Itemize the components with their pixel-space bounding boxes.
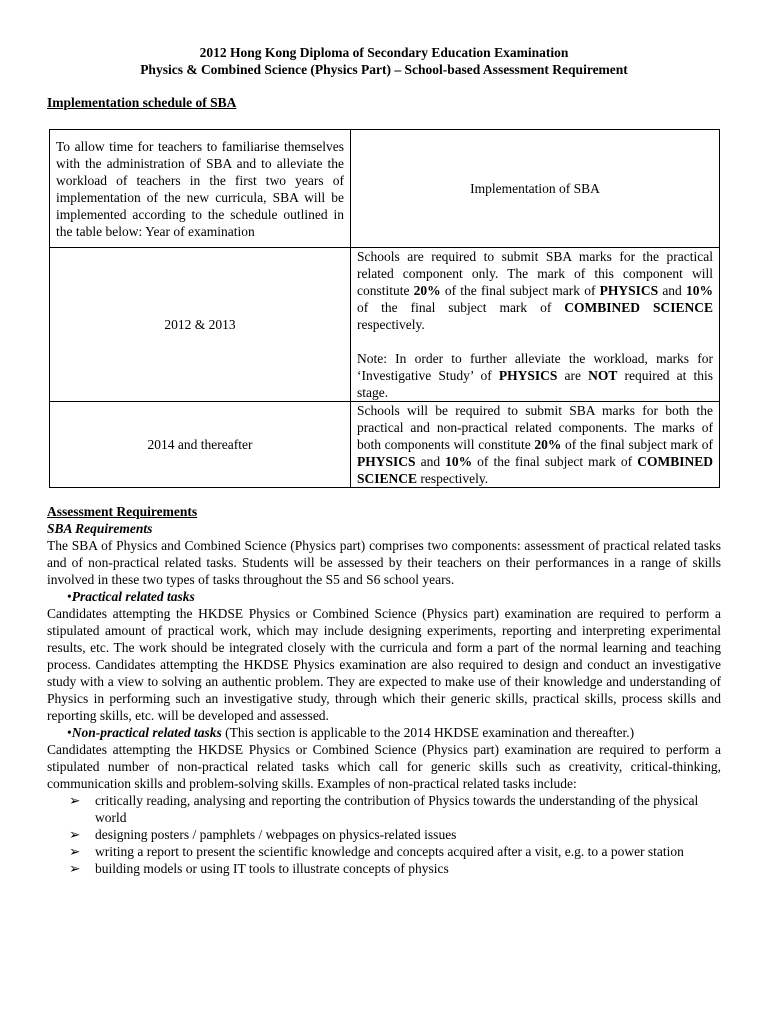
nonpractical-paragraph: Candidates attempting the HKDSE Physics or Combined Science (Physics part) examination are required to perform a stipulated number of non-practical related tasks which call for generic skills such as creativity, critical-thinking, communication skills and problem-solving skills. Examples of non-practical related tasks include: <box>47 742 721 791</box>
bullet-icon: • <box>67 725 72 740</box>
requirement-cell <box>351 402 720 488</box>
sba-paragraph: The SBA of Physics and Combined Science (Physics part) comprises two components: assessment of practical related tasks and of non-practical related tasks. Students will be assessed by their teachers on their performances in a range of skills involved in these two types of tasks throughout the S5 and S6 school years. <box>47 538 721 587</box>
year-label: 2014 and thereafter <box>147 437 253 452</box>
implementation-heading: Implementation schedule of SBA <box>47 95 237 110</box>
table-row <box>50 130 720 248</box>
year-cell <box>50 248 351 402</box>
nonpractical-note: (This section is applicable to the 2014 HKDSE examination and thereafter.) <box>221 725 635 740</box>
nonpractical-bullet <box>47 724 721 741</box>
examples-list <box>47 792 721 877</box>
year-cell <box>50 402 351 488</box>
table-row <box>50 248 720 402</box>
table-header-cell <box>351 130 720 248</box>
requirement-text: Schools will be required to submit SBA marks for both the practical and non-practical related components. The marks of both components will constitute 20% of the final subject mark of PHYSICS and 10% of the final subject mark of COMBINED SCIENCE respectively. <box>357 403 713 486</box>
practical-label: Practical related tasks <box>71 589 195 604</box>
document-title: 2012 Hong Kong Diploma of Secondary Education Examination <box>199 45 569 60</box>
list-item: ➢ designing posters / pamphlets / webpages on physics-related issues <box>69 827 457 842</box>
nonpractical-label: Non-practical related tasks <box>71 725 222 740</box>
list-item: ➢ critically reading, analysing and reporting the contribution of Physics towards the understanding of the physical world <box>69 793 699 825</box>
table-row <box>50 402 720 488</box>
arrow-icon: ➢ <box>69 861 81 876</box>
practical-paragraph: Candidates attempting the HKDSE Physics or Combined Science (Physics part) examination are required to perform a stipulated amount of practical work, which may include designing experiments, reporting and interpreting experimental results, etc. The work should be integrated closely with the curricula and form a part of the normal learning and teaching process. Candidates attempting the HKDSE Physics examination are also required to design and conduct an investigative study with a view to solving an authentic problem. They are expected to make use of their knowledge and understanding of Physics in performing such an investigative study, through which their generic skills, practical skills, process skills and reporting skills, etc. will be developed and assessed. <box>47 606 721 723</box>
implementation-header: Implementation of SBA <box>470 181 600 196</box>
practical-bullet <box>47 588 721 605</box>
requirement-cell <box>351 248 720 402</box>
arrow-icon: ➢ <box>69 827 81 842</box>
list-item: ➢ writing a report to present the scientific knowledge and concepts acquired after a visit, e.g. to a power station <box>69 844 684 859</box>
schedule-table <box>49 129 720 488</box>
arrow-icon: ➢ <box>69 844 81 859</box>
assessment-section <box>47 503 721 877</box>
list-item: ➢ building models or using IT tools to illustrate concepts of physics <box>69 861 449 876</box>
table-intro-text: To allow time for teachers to familiarise themselves with the administration of SBA and to alleviate the workload of teachers in the first two years of implementation of the new curricula, SBA will be implemented according to the schedule outlined in the table below: Year of examination <box>56 138 344 239</box>
requirement-note: Note: In order to further alleviate the workload, marks for ‘Investigative Study’ of PHYSICS are NOT required at this stage. <box>357 351 713 400</box>
year-label: 2012 & 2013 <box>164 317 236 332</box>
arrow-icon: ➢ <box>69 793 81 808</box>
sba-heading: SBA Requirements <box>47 521 153 536</box>
table-intro-cell <box>50 130 351 248</box>
bullet-icon: • <box>67 589 72 604</box>
document-subtitle: Physics & Combined Science (Physics Part) – School-based Assessment Requirement <box>140 62 628 77</box>
assessment-heading: Assessment Requirements <box>47 504 198 519</box>
requirement-text: Schools are required to submit SBA marks for the practical related component only. The mark of this component will constitute 20% of the final subject mark of PHYSICS and 10% of the final subject mark of COMBINED SCIENCE respectively. <box>357 249 713 332</box>
